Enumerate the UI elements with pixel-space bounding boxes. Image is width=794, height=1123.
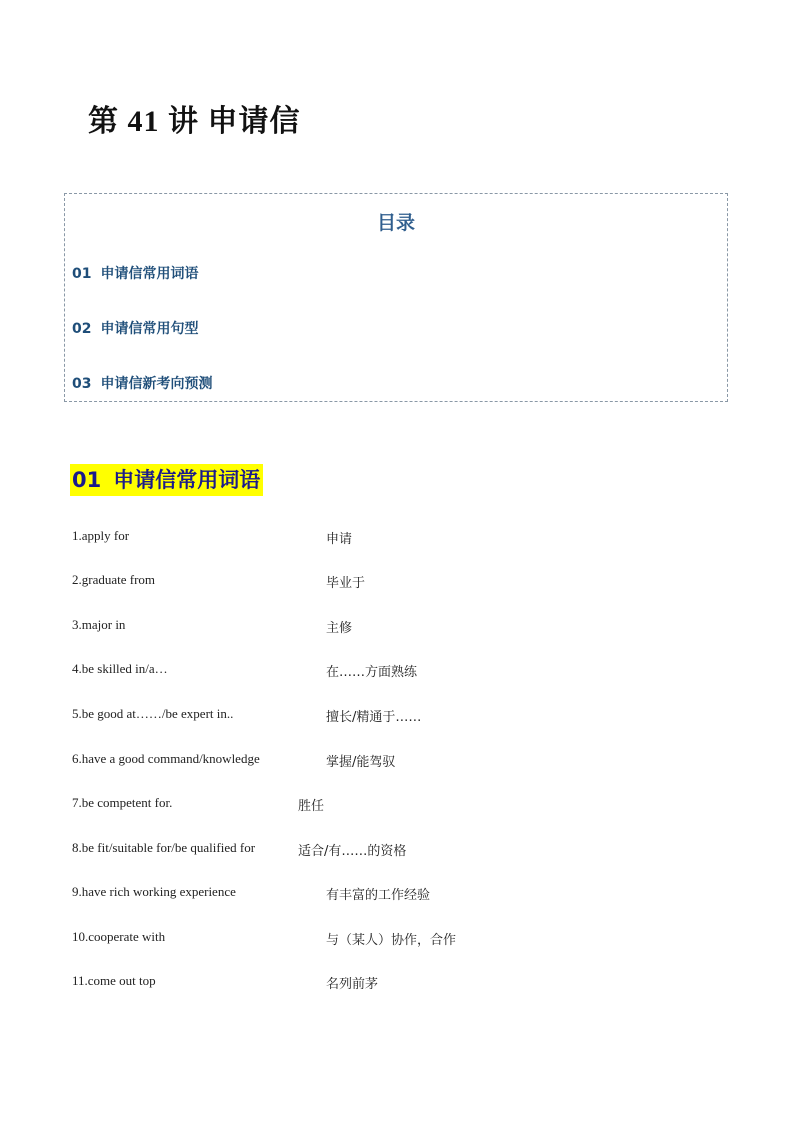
vocab-meaning: 胜任 <box>298 799 325 814</box>
vocab-row <box>72 884 732 904</box>
toc-item-03[interactable] <box>72 373 212 393</box>
vocab-row <box>72 706 732 726</box>
vocab-row <box>72 528 732 548</box>
vocab-row <box>72 751 732 771</box>
toc-title: 目录 <box>376 212 415 234</box>
toc-item-number: 01 <box>72 266 92 282</box>
vocab-row <box>72 572 732 592</box>
vocab-row <box>72 661 732 681</box>
vocab-row <box>72 617 732 637</box>
vocab-meaning: 与（某人）协作，合作 <box>326 933 457 948</box>
vocab-term: 10.cooperate with <box>72 929 166 944</box>
vocab-row <box>72 973 732 993</box>
toc-item-number: 03 <box>72 376 92 392</box>
vocab-row <box>72 795 732 815</box>
page-title: 第 41 讲 申请信 <box>88 105 301 138</box>
vocab-meaning: 主修 <box>326 621 353 636</box>
vocab-meaning: 有丰富的工作经验 <box>326 888 431 903</box>
toc-item-label: 申请信常用词语 <box>100 266 199 282</box>
vocab-term: 3.major in <box>72 617 126 632</box>
vocab-row <box>72 929 732 949</box>
toc-item-label: 申请信常用句型 <box>100 321 199 337</box>
vocab-term: 1.apply for <box>72 528 130 543</box>
vocab-term: 9.have rich working experience <box>72 884 236 899</box>
vocab-term: 4.be skilled in/a… <box>72 661 168 676</box>
vocab-term: 6.have a good command/knowledge <box>72 751 260 766</box>
vocab-row <box>72 840 732 860</box>
vocab-meaning: 在……方面熟练 <box>326 665 418 680</box>
toc-item-number: 02 <box>72 321 92 337</box>
vocab-meaning: 擅长/精通于…… <box>326 710 422 725</box>
toc-item-label: 申请信新考向预测 <box>100 376 213 392</box>
toc-item-01[interactable] <box>72 263 198 283</box>
toc-item-02[interactable] <box>72 318 198 338</box>
section-number: 01 <box>72 468 102 492</box>
vocab-meaning: 名列前茅 <box>326 977 379 992</box>
vocab-meaning: 适合/有……的资格 <box>298 844 407 859</box>
vocab-term: 2.graduate from <box>72 572 156 587</box>
vocab-meaning: 毕业于 <box>326 576 366 591</box>
vocab-term: 7.be competent for. <box>72 795 173 810</box>
section-heading-01 <box>70 464 263 496</box>
vocab-term: 11.come out top <box>72 973 156 988</box>
vocab-meaning: 掌握/能驾驭 <box>326 755 396 770</box>
vocab-term: 8.be fit/suitable for/be qualified for <box>72 840 256 855</box>
vocab-term: 5.be good at……/be expert in.. <box>72 706 234 721</box>
table-of-contents <box>64 193 728 402</box>
section-label: 申请信常用词语 <box>113 468 261 492</box>
vocab-meaning: 申请 <box>326 532 353 547</box>
